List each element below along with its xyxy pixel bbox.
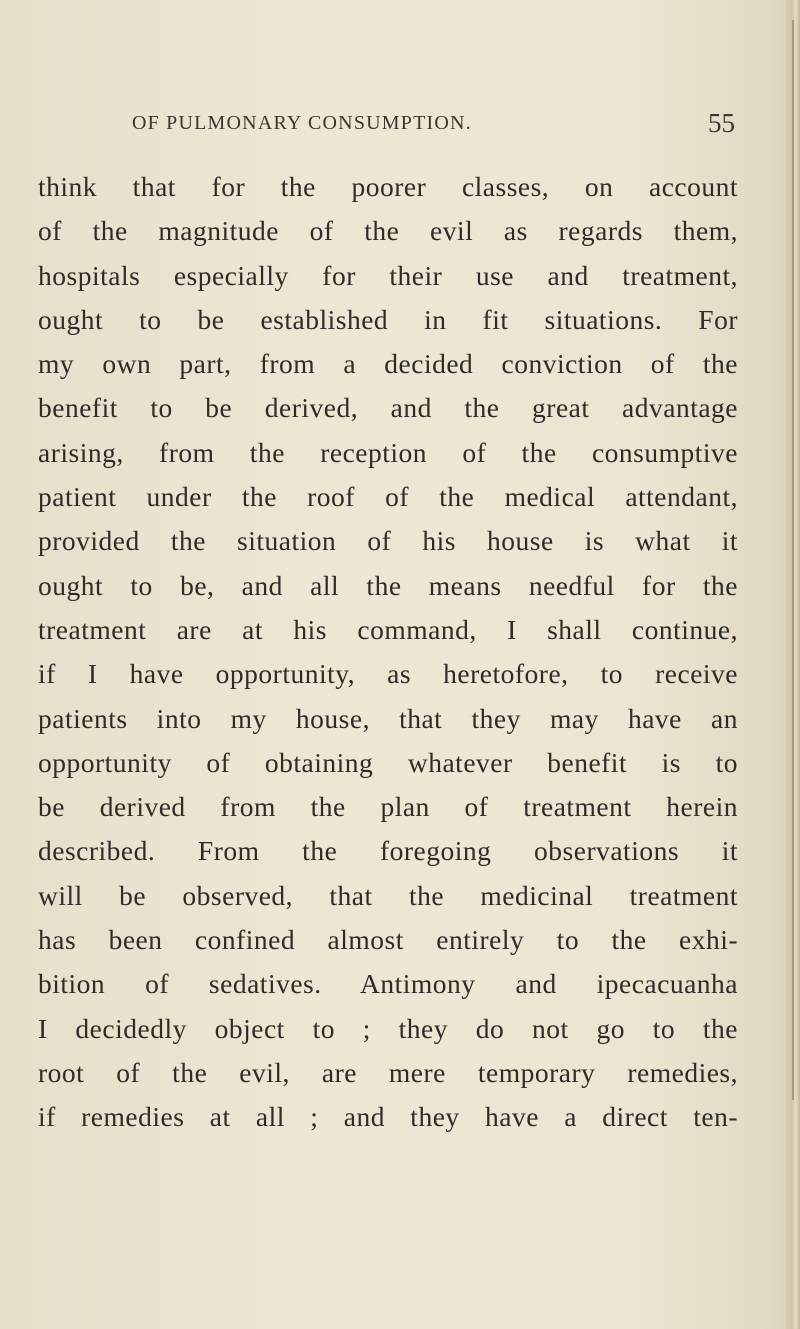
text-line: hospitals especially for their use and treatment, — [38, 259, 738, 291]
text-line: arising, from the reception of the consumptive — [38, 436, 738, 468]
running-title: OF PULMONARY CONSUMPTION. — [132, 112, 472, 134]
text-line: opportunity of obtaining whatever benefit is to — [38, 746, 738, 778]
text-line: of the magnitude of the evil as regards them, — [38, 215, 738, 247]
text-line: ought to be established in fit situations. For — [38, 303, 738, 335]
text-line: if I have opportunity, as heretofore, to receive — [38, 658, 738, 690]
text-line: think that for the poorer classes, on account — [38, 171, 738, 202]
text-line: will be observed, that the medicinal treatment — [38, 879, 738, 911]
text-line: patient under the roof of the medical attendant, — [38, 481, 738, 513]
text-line: my own part, from a decided conviction of the — [38, 348, 738, 380]
text-line: root of the evil, are mere temporary remedies, — [38, 1056, 738, 1088]
text-line: has been confined almost entirely to the exhi- — [38, 924, 738, 956]
text-line: provided the situation of his house is what it — [38, 525, 738, 557]
text-line: treatment are at his command, I shall continue, — [38, 613, 738, 645]
text-line: bition of sedatives. Antimony and ipecacuanha — [38, 968, 738, 1000]
text-line: described. From the foregoing observations it — [38, 835, 738, 867]
text-line: ought to be, and all the means needful for the — [38, 569, 738, 601]
binding-shadow — [792, 20, 794, 1100]
text-line: I decidedly object to ; they do not go to the — [38, 1012, 738, 1044]
text-line: patients into my house, that they may have an — [38, 702, 738, 734]
text-line: be derived from the plan of treatment herein — [38, 791, 738, 823]
text-line: benefit to be derived, and the great advantage — [38, 392, 738, 424]
body-text — [38, 165, 738, 1140]
page-number: 55 — [708, 108, 735, 138]
text-line: if remedies at all ; and they have a direct ten- — [38, 1101, 738, 1133]
